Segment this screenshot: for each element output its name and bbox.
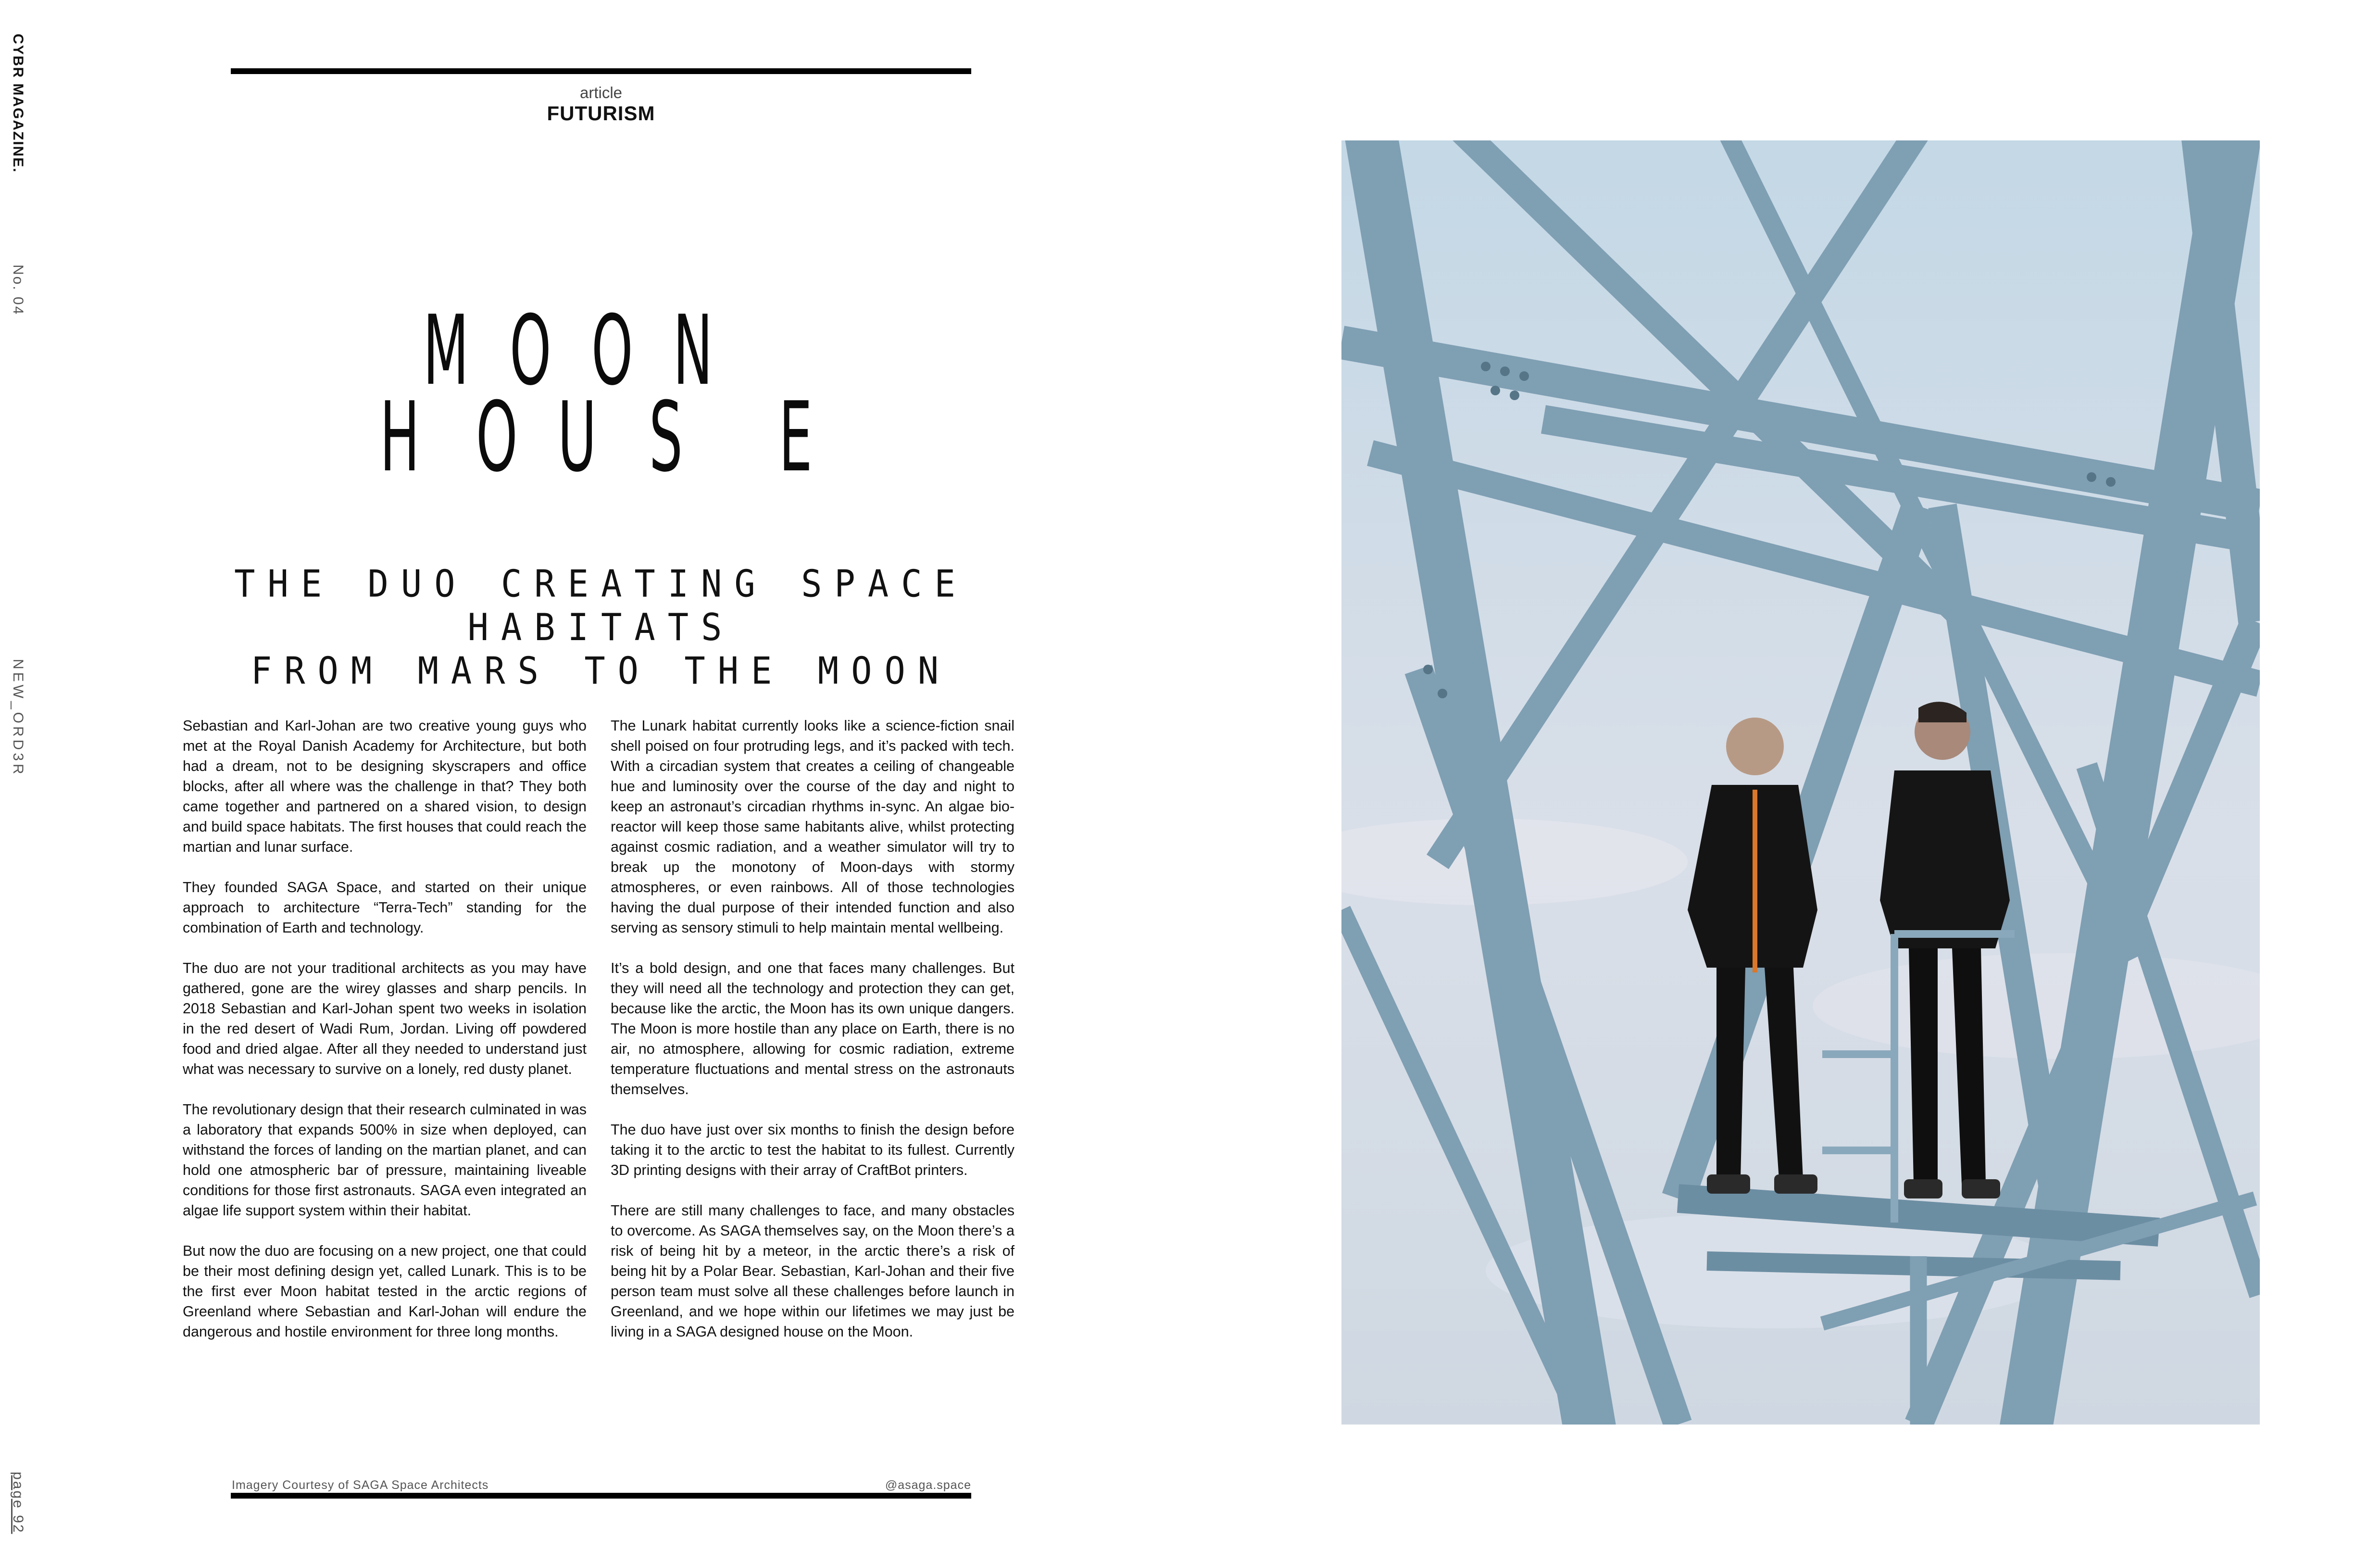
bottom-rule: [231, 1493, 971, 1499]
article-title: [365, 295, 837, 515]
tower-photo-illustration: [1341, 140, 2260, 1425]
paragraph: The duo have just over six months to finish the design before taking it to the arctic to test the habitat to its fullest. Currently 3D printing designs with their array of CraftBot printers.: [611, 1122, 1015, 1178]
article-subtitle: [183, 562, 1019, 693]
title-letter: E: [779, 381, 813, 493]
title-letter: O: [510, 295, 551, 407]
magazine-brand: CYBR MAGAZINE.: [10, 34, 26, 173]
paragraph: There are still many challenges to face, and many obstacles to overcome. As SAGA themselves say, on the Moon there’s a risk of being hit by a meteor, in the arctic there’s a risk of being hit by a Polar Bear. Sebastian, Karl-Johan and their five person team must solve all these challenges before launch in Greenland, and we hope within our lifetimes we may just be living in a SAGA designed house on the Moon.: [611, 1202, 1015, 1340]
paragraph: It’s a bold design, and one that faces many challenges. But they will need all the technology and protection they can get, because like the arctic, the Moon has its own unique dangers. The Moon is more hostile than any place on Earth, there is no air, no atmosphere, allowing for cosmic radiation, extreme temperature fluctuations and mental stress on the astronauts themselves.: [611, 960, 1015, 1097]
title-letter: O: [591, 295, 633, 407]
issue-number: No. 04: [10, 265, 26, 316]
paragraph: They founded SAGA Space, and started on their unique approach to architecture “Terra-Tech” standing for the combination of Earth and technology.: [183, 879, 587, 936]
title-letter: S: [649, 381, 683, 493]
body-column-left: [183, 716, 587, 1362]
paragraph: The revolutionary design that their research culminated in was a laboratory that expands 500% in size when deployed, can withstand the forces of landing on the martian planet, and can hold one atmospheric bar of pressure, maintaining liveable conditions for those first astronauts. SAGA even integrated an algae life support system within their habitat.: [183, 1101, 587, 1219]
title-letter: O: [476, 381, 518, 493]
title-letter: N: [673, 295, 713, 407]
series-name: NEW_ORD3R: [10, 659, 26, 777]
hero-photo: [1341, 140, 2260, 1425]
title-letter: U: [558, 381, 597, 493]
title-letter: H: [380, 381, 420, 493]
social-handle[interactable]: @asaga.space: [885, 1478, 971, 1492]
article-label: article: [579, 84, 623, 101]
top-rule: [231, 68, 971, 74]
image-credit: Imagery Courtesy of SAGA Space Architects: [232, 1478, 489, 1492]
body-column-right: [611, 716, 1015, 1362]
paragraph: But now the duo are focusing on a new project, one that could be their most defining design yet, called Lunark. This is to be the first ever Moon habitat tested in the arctic regions of Greenland where Sebastian and Karl-Johan will endure the dangerous and hostile environment for three long months.: [183, 1243, 587, 1340]
section-label: FUTURISM: [547, 102, 655, 125]
page-number: page 92: [10, 1472, 26, 1534]
subtitle-line-2: FROM MARS TO THE MOON: [251, 649, 952, 693]
paragraph: Sebastian and Karl-Johan are two creative young guys who met at the Royal Danish Academy for Architecture, but both had a dream, not to be designing skyscrapers and office blocks, after all where was the challenge in that? They both came together and partnered on a shared vision, to design and build space habitats. The first houses that could reach the martian and lunar surface.: [183, 718, 587, 855]
paragraph: The duo are not your traditional architects as you may have gathered, gone are the wirey glasses and sharp pencils. In 2018 Sebastian and Karl-Johan spent two weeks in isolation in the red desert of Wadi Rum, Jordan. Living off powdered food and dried algae. After all they needed to understand just what was necessary to survive on a lonely, red dusty planet.: [183, 960, 587, 1077]
paragraph: The Lunark habitat currently looks like a science-fiction snail shell poised on four protruding legs, and it’s packed with tech. With a circadian system that creates a ceiling of changeable hue and luminosity over the course of the day and night to keep an astronaut’s circadian rhythms in-sync. An algae bio-reactor will keep those same habitants alive, whilst protecting against cosmic radiation, and a weather simulator will try to break up the monotony of Moon-days with stormy atmospheres, or even rainbows. All of those technologies having the dual purpose of their intended function and also serving as sensory stimuli to help maintain mental wellbeing.: [611, 718, 1015, 936]
subtitle-line-1: THE DUO CREATING SPACE HABITATS: [234, 561, 968, 649]
title-letter: M: [423, 295, 469, 407]
zipper-accent: [1753, 790, 1757, 972]
